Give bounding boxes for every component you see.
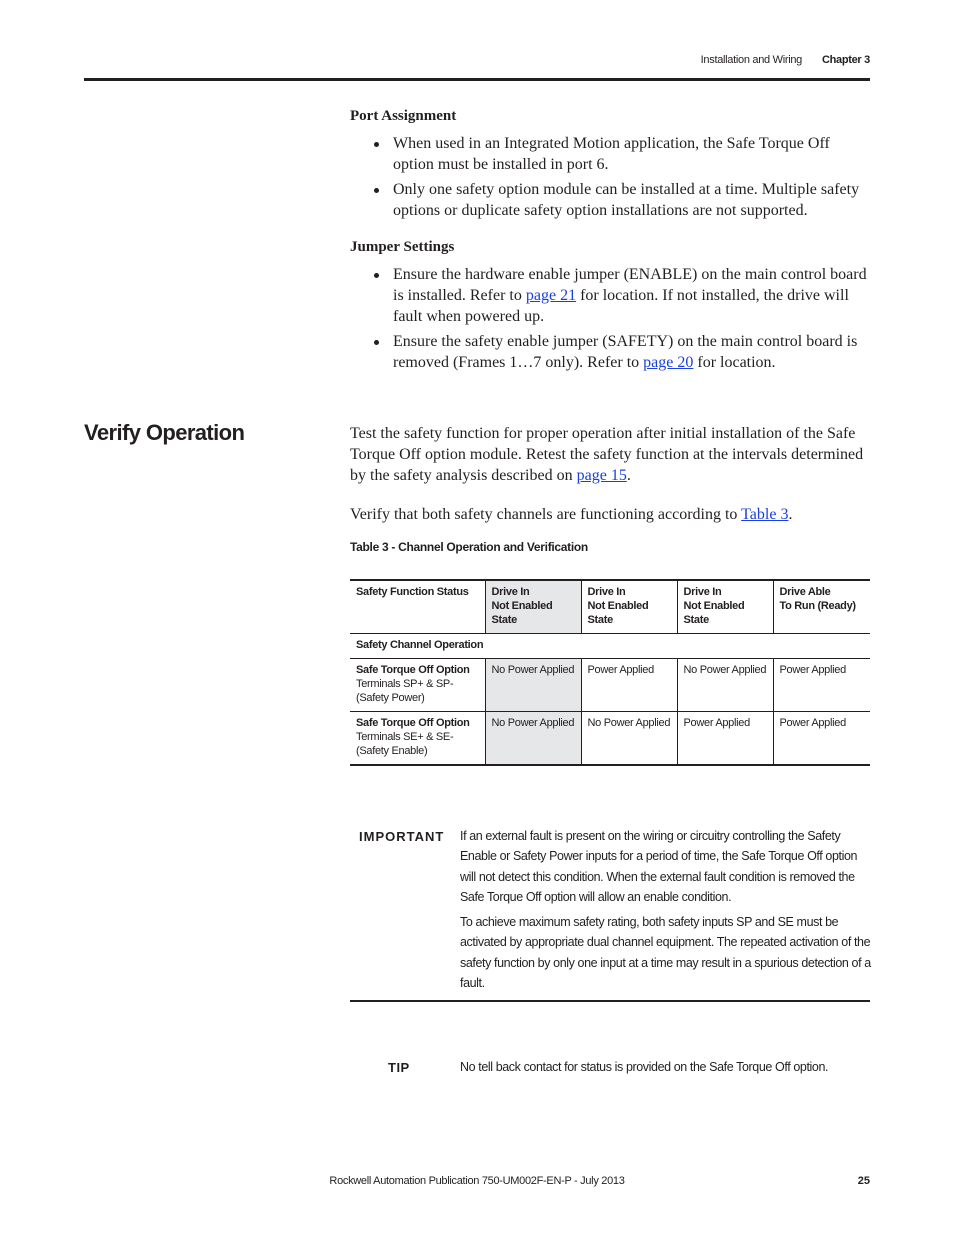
table-cell: Power Applied xyxy=(677,712,773,766)
jumper-settings-list xyxy=(350,264,870,377)
row-detail: Terminals SE+ & SE- xyxy=(356,731,454,743)
list-item-text: Ensure the safety enable jumper (SAFETY) on the main control board is removed (Frames 1…7 only). Refer to xyxy=(393,333,858,371)
important-text: If an external fault is present on the wiring or circuitry controlling the Safety Enable or Safety Power inputs for a period of time, the Safe Torque Off option will not detect this condition. When the external fault condition is removed the Safe Torque Off option will allow an enable condition. xyxy=(460,829,858,904)
header-line: Drive Able xyxy=(779,586,831,598)
row-detail: Terminals SP+ & SP- xyxy=(356,678,454,690)
header-cell xyxy=(581,580,677,634)
table-cell: No Power Applied xyxy=(581,712,677,766)
page-number: 25 xyxy=(857,1175,870,1187)
channel-operation-table xyxy=(350,579,870,766)
subheader-cell: Safety Channel Operation xyxy=(350,634,870,659)
list-item-text: for location. If not installed, the drive will fault when powered up. xyxy=(393,287,849,325)
header-chapter-label: Chapter 3 xyxy=(821,54,870,66)
section-title: Verify Operation xyxy=(84,420,245,445)
page-header xyxy=(84,52,870,81)
header-section-title: Installation and Wiring xyxy=(700,54,802,66)
header-line: State xyxy=(683,614,709,626)
table-cell: Power Applied xyxy=(581,659,677,712)
header-line: Drive In xyxy=(491,586,530,598)
paragraph-text: . xyxy=(788,506,793,523)
table-cell: Power Applied xyxy=(773,712,870,766)
paragraph-text: Verify that both safety channels are functioning according to xyxy=(350,506,742,523)
header-cell xyxy=(773,580,870,634)
header-line: Drive In xyxy=(587,586,626,598)
header-cell xyxy=(485,580,581,634)
row-title: Safe Torque Off Option xyxy=(356,717,470,729)
header-line: State xyxy=(491,614,517,626)
header-line: To Run (Ready) xyxy=(779,600,856,612)
header-line: Not Enabled xyxy=(491,600,553,612)
jumper-settings-heading: Jumper Settings xyxy=(350,239,455,255)
verify-channels-paragraph xyxy=(350,504,872,525)
header-cell-status: Safety Function Status xyxy=(350,580,485,634)
row-title: Safe Torque Off Option xyxy=(356,664,470,676)
table-3-link[interactable]: Table 3 xyxy=(741,506,789,523)
tip-label: TIP xyxy=(388,1060,410,1075)
tip-text: No tell back contact for status is provided on the Safe Torque Off option. xyxy=(460,1060,829,1074)
row-label-cell xyxy=(350,659,485,712)
table-header-row xyxy=(350,580,870,634)
table-row xyxy=(350,712,870,766)
verify-paragraph xyxy=(350,423,872,486)
row-detail: (Safety Enable) xyxy=(356,745,428,757)
list-item-text: for location. xyxy=(693,354,776,371)
important-text: To achieve maximum safety rating, both safety inputs SP and SE must be activated by appropriate dual channel equipment. The repeated activation of the safety function by only one input at a time may result in a spurious detection of a fault. xyxy=(460,915,871,990)
table-cell: Power Applied xyxy=(773,659,870,712)
header-line: Not Enabled xyxy=(587,600,649,612)
list-item-text: Ensure the hardware enable jumper (ENABLE) on the main control board is installed. Refer to xyxy=(393,266,867,304)
header-cell xyxy=(677,580,773,634)
paragraph-text: Test the safety function for proper operation after initial installation of the Safe Torque Off option module. Retest the safety function at the intervals determined by the safety analysis described on xyxy=(350,425,864,484)
list-item: Only one safety option module can be installed at a time. Multiple safety options or duplicate safety option installations are not supported. xyxy=(350,179,870,221)
important-callout xyxy=(350,826,870,1002)
page-21-link[interactable]: page 21 xyxy=(525,287,577,304)
table-caption: Table 3 - Channel Operation and Verification xyxy=(350,540,588,554)
header-line: Drive In xyxy=(683,586,722,598)
table-cell: No Power Applied xyxy=(485,712,581,766)
table-subheader-row xyxy=(350,634,870,659)
table-cell: No Power Applied xyxy=(677,659,773,712)
row-detail: (Safety Power) xyxy=(356,692,425,704)
port-assignment-heading: Port Assignment xyxy=(350,108,457,124)
list-item: When used in an Integrated Motion application, the Safe Torque Off option must be installed in port 6. xyxy=(350,133,870,175)
important-label: IMPORTANT xyxy=(359,829,445,844)
page-20-link[interactable]: page 20 xyxy=(643,354,694,371)
list-item xyxy=(350,331,870,373)
list-item xyxy=(350,264,870,327)
paragraph-text: . xyxy=(626,467,631,484)
row-label-cell xyxy=(350,712,485,766)
page-15-link[interactable]: page 15 xyxy=(576,467,627,484)
footer-publication: Rockwell Automation Publication 750-UM002F-EN-P - July 2013 xyxy=(329,1175,625,1187)
port-assignment-list xyxy=(350,133,870,225)
header-line: Not Enabled xyxy=(683,600,745,612)
table-cell: No Power Applied xyxy=(485,659,581,712)
table-row xyxy=(350,659,870,712)
header-line: State xyxy=(587,614,613,626)
